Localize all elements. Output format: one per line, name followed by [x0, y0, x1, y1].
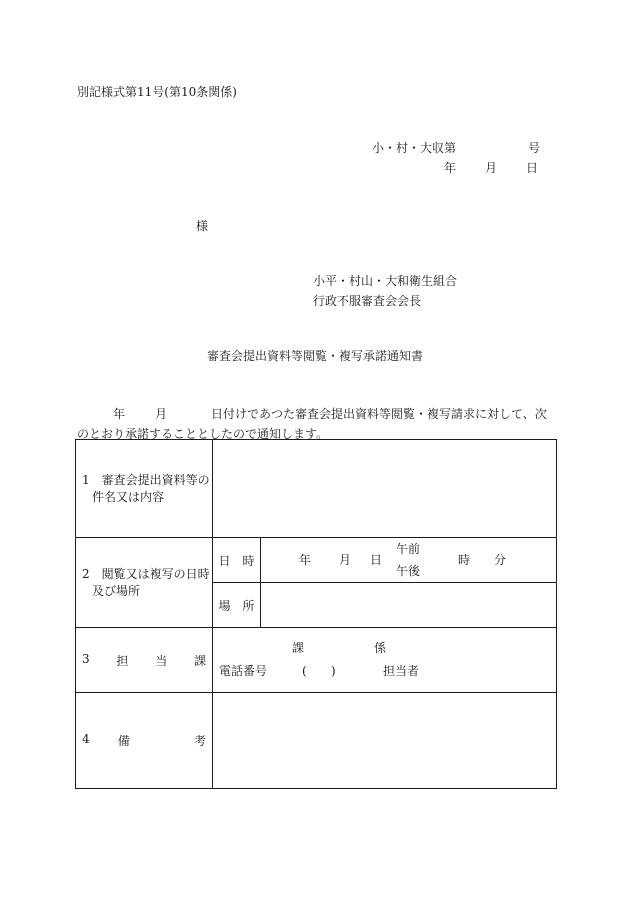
datetime-day: 日 [370, 553, 383, 567]
label-place: 場 所 [213, 583, 261, 628]
datetime-pm: 午後 [396, 564, 421, 578]
phone-label: 電話番号 [219, 664, 268, 678]
phone-close-paren: ) [331, 664, 336, 678]
value-department [213, 628, 557, 693]
label-remarks: 4 備 考 [76, 693, 213, 789]
datetime-month: 月 [339, 553, 352, 567]
document-number [372, 142, 540, 154]
label-datetime: 日 時 [213, 538, 261, 583]
value-datetime [261, 538, 557, 583]
row-remarks [76, 693, 557, 789]
row-department [76, 628, 557, 693]
label-viewing-datetime-place: 2 閲覧又は複写の日時 及び場所 [76, 538, 213, 628]
datetime-am: 午前 [396, 542, 421, 556]
issue-date-day: 日 [526, 161, 539, 175]
document-title: 審査会提出資料等閲覧・複写承諾通知書 [206, 349, 423, 363]
value-remarks [213, 693, 557, 789]
datetime-minute: 分 [494, 553, 507, 567]
issue-date [444, 162, 538, 174]
value-place [261, 583, 557, 628]
intro-text: 日付けであつた審査会提出資料等閲覧・複写請求に対して、次のとおり承諾することとしたので通知します。 [77, 407, 547, 441]
label-department: 3 担 当 課 [76, 628, 213, 693]
form-label: 別記様式第11号(第10条関係) [77, 85, 237, 99]
intro-year: 年 [113, 407, 126, 421]
datetime-hour: 時 [458, 553, 471, 567]
person-in-charge-label: 担当者 [383, 664, 420, 678]
issuer-title: 行政不服審査会会長 [313, 294, 422, 308]
document-number-prefix: 小・村・大収第 [372, 141, 457, 155]
intro-paragraph [77, 404, 557, 444]
row-viewing-datetime [76, 538, 557, 583]
intro-month: 月 [155, 407, 168, 421]
datetime-year: 年 [299, 553, 312, 567]
label-document-subject: 1 審査会提出資料等の 件名又は内容 [76, 440, 213, 538]
department-section: 課 [292, 641, 305, 655]
row-document-subject [76, 440, 557, 538]
phone-open-paren: ( [302, 664, 307, 678]
issuer-organization: 小平・村山・大和衛生組合 [313, 274, 458, 288]
department-subsection: 係 [374, 641, 387, 655]
details-table [75, 439, 557, 789]
value-document-subject [213, 440, 557, 538]
document-number-suffix: 号 [528, 141, 541, 155]
addressee-honorific: 様 [196, 219, 209, 233]
issue-date-year: 年 [444, 161, 457, 175]
issue-date-month: 月 [485, 161, 498, 175]
